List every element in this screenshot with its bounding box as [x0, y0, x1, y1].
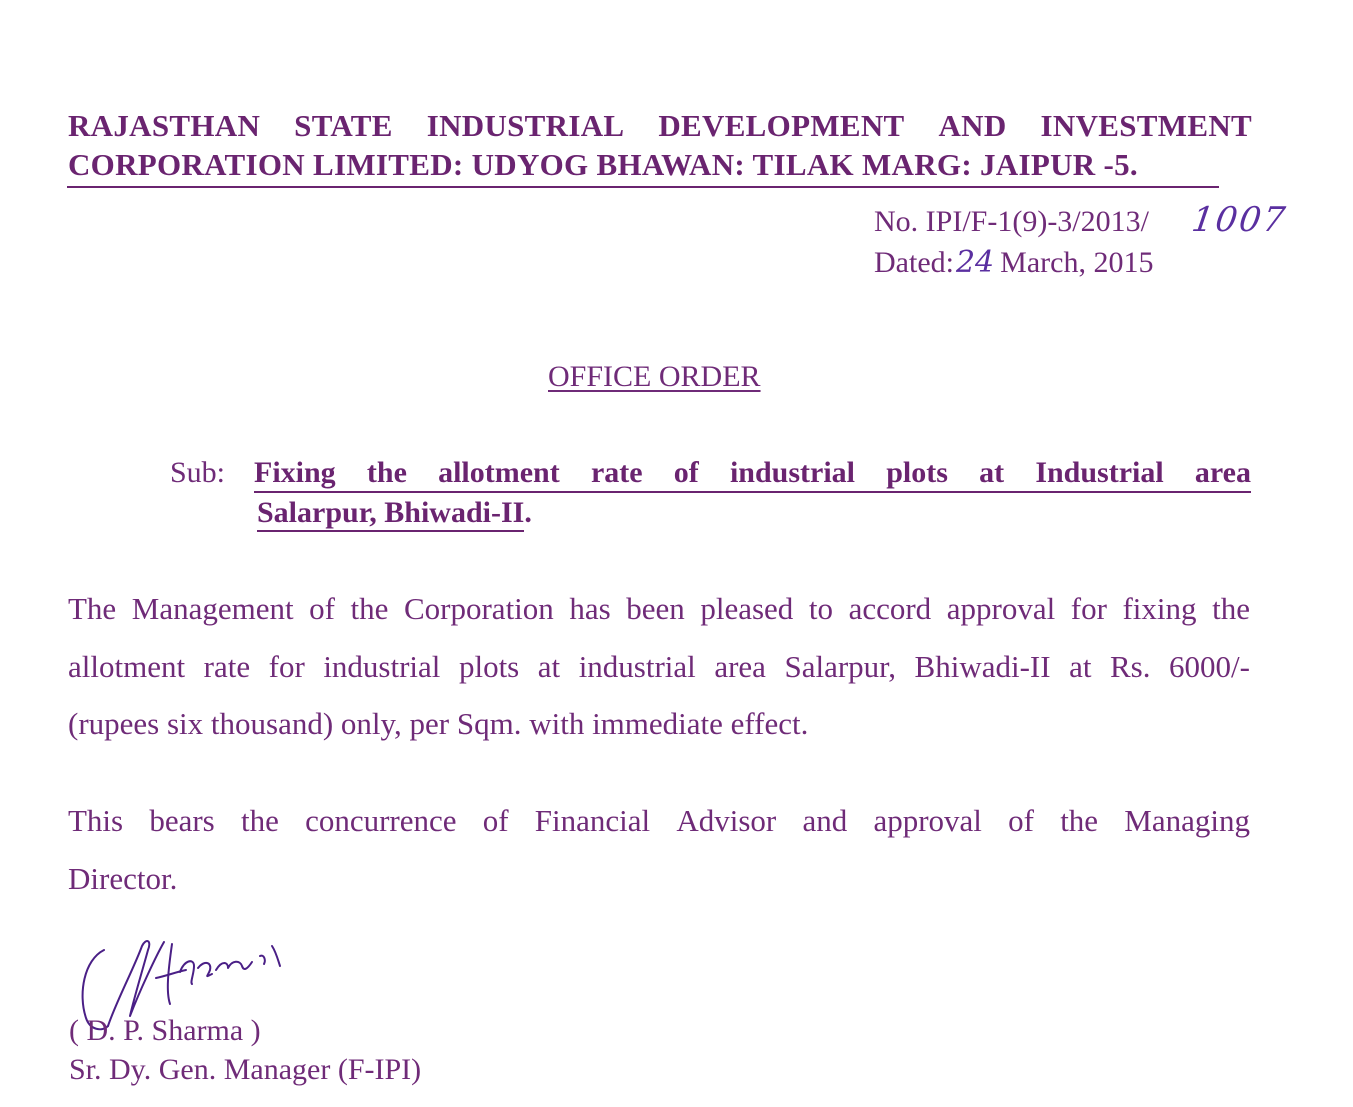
- paragraph-1-line-2: [68, 649, 1250, 685]
- body-word: accord: [848, 591, 932, 626]
- subject-word: Fixing: [254, 456, 336, 489]
- body-word: rate: [203, 649, 251, 684]
- letterhead-word: DEVELOPMENT: [658, 108, 905, 143]
- order-title: OFFICE ORDER: [548, 360, 761, 393]
- body-word: Advisor: [676, 803, 777, 838]
- reference-number-handwritten: 1007: [1189, 200, 1290, 240]
- body-word: at: [537, 649, 561, 684]
- subject-word: at: [979, 456, 1005, 489]
- subject-word: Industrial: [1035, 456, 1164, 489]
- subject-word: allotment: [438, 456, 560, 489]
- body-word: industrial: [323, 649, 441, 684]
- subject-location: Salarpur, Bhiwadi-II: [257, 496, 524, 532]
- reference-number: [874, 205, 1149, 239]
- letterhead-line-1: [68, 108, 1252, 144]
- body-word: the: [1060, 803, 1099, 838]
- body-word: for: [268, 649, 305, 684]
- letterhead-underline: [67, 186, 1219, 188]
- body-word: has: [569, 591, 611, 626]
- body-word: of: [309, 591, 335, 626]
- body-word: Salarpur,: [784, 649, 896, 684]
- body-word: bears: [149, 803, 215, 838]
- body-word: 6000/-: [1169, 649, 1250, 684]
- subject-period: .: [524, 496, 532, 529]
- body-word: allotment: [68, 649, 186, 684]
- body-word: plots: [458, 649, 520, 684]
- letterhead-line-2: CORPORATION LIMITED: UDYOG BHAWAN: TILAK MARG: JAIPUR -5.: [68, 147, 1138, 182]
- body-word: to: [808, 591, 833, 626]
- body-word: for: [1070, 591, 1107, 626]
- body-word: and: [802, 803, 848, 838]
- subject-label: Sub:: [170, 456, 226, 489]
- body-word: the: [240, 803, 279, 838]
- subject-word: the: [366, 456, 407, 489]
- subject-word: industrial: [729, 456, 856, 489]
- letterhead-word: AND: [938, 108, 1007, 143]
- body-word: at: [1069, 649, 1092, 684]
- body-word: Rs.: [1110, 649, 1151, 684]
- letterhead-word: STATE: [294, 108, 393, 143]
- body-word: approval: [873, 803, 982, 838]
- body-word: area: [714, 649, 766, 684]
- subject-word: rate: [590, 456, 643, 489]
- body-word: This: [68, 803, 124, 838]
- paragraph-1-line-1: [68, 591, 1250, 627]
- signatory-designation: Sr. Dy. Gen. Manager (F-IPI): [69, 1053, 422, 1086]
- body-word: of: [1008, 803, 1034, 838]
- paragraph-2-line-1: [68, 803, 1250, 839]
- subject-line-1: [254, 456, 1251, 493]
- paragraph-2-line-2: Director.: [68, 861, 178, 896]
- subject-word: of: [673, 456, 699, 489]
- letterhead-word: INVESTMENT: [1040, 108, 1252, 143]
- signatory-name: ( D. P. Sharma ): [69, 1014, 261, 1047]
- body-word: concurrence: [305, 803, 457, 838]
- body-word: of: [482, 803, 509, 838]
- body-word: been: [626, 591, 685, 626]
- date-day-handwritten: 24: [955, 245, 995, 280]
- body-word: fixing: [1122, 591, 1197, 626]
- date-label: Dated:: [874, 246, 954, 279]
- reference-date: [874, 245, 1153, 280]
- body-word: The: [68, 591, 117, 626]
- body-word: approval: [946, 591, 1056, 626]
- body-word: Corporation: [403, 591, 554, 626]
- body-word: Management: [131, 591, 294, 626]
- body-word: Financial: [534, 803, 651, 838]
- subject-line-2: [257, 496, 532, 530]
- subject-word: area: [1194, 456, 1251, 489]
- reference-number-label: No. IPI/F-1(9)-3/2013/: [874, 205, 1149, 238]
- body-word: industrial: [578, 649, 696, 684]
- letterhead-word: INDUSTRIAL: [426, 108, 625, 143]
- body-word: the: [350, 591, 389, 626]
- body-word: Managing: [1124, 803, 1250, 838]
- letterhead-word: RAJASTHAN: [68, 108, 261, 143]
- body-word: pleased: [700, 591, 794, 626]
- paragraph-1-line-3: (rupees six thousand) only, per Sqm. with immediate effect.: [68, 706, 809, 741]
- body-word: Bhiwadi-II: [914, 649, 1051, 684]
- date-month-year: March, 2015: [1000, 246, 1154, 279]
- subject-word: plots: [886, 456, 948, 489]
- body-word: the: [1212, 591, 1250, 626]
